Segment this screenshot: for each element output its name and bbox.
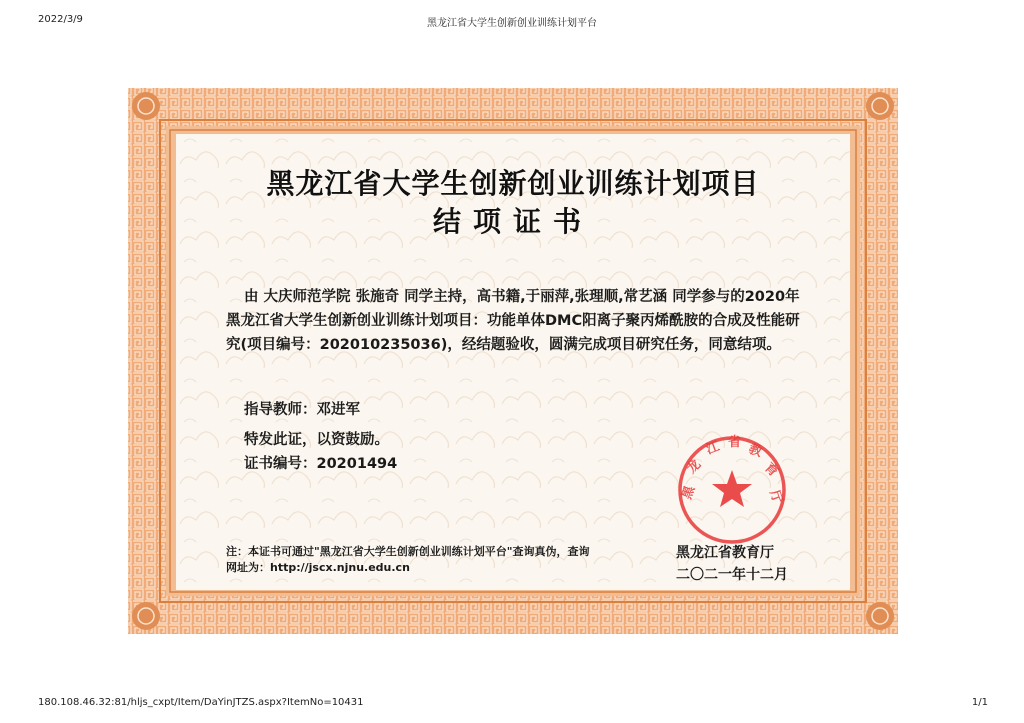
print-page-title: 黑龙江省大学生创新创业训练计划平台 — [427, 18, 597, 29]
note-line-1: 注：本证书可通过"黑龙江省大学生创新创业训练计划平台"查询真伪，查询 — [226, 545, 590, 558]
svg-text:育: 育 — [761, 460, 781, 481]
print-page-count: 1/1 — [971, 697, 988, 708]
svg-text:教: 教 — [746, 441, 764, 461]
encouragement-line: 特发此证，以资鼓励。 — [244, 432, 389, 448]
advisor-line: 指导教师：邓进军 — [244, 402, 360, 418]
svg-text:省: 省 — [728, 435, 742, 450]
note-line-2: 网址为：http://jscx.njnu.edu.cn — [226, 561, 410, 574]
issue-date: 二〇二一年十二月 — [676, 567, 788, 583]
print-url: 180.108.46.32:81/hljs_cxpt/Item/DaYinJTZS.aspx?ItemNo=10431 — [38, 697, 364, 708]
verification-note — [226, 544, 626, 576]
cert-number-line: 证书编号：20201494 — [244, 456, 398, 472]
issuer-name: 黑龙江省教育厅 — [676, 545, 774, 561]
certificate-body: 由 大庆师范学院 张施奇 同学主持，高书籍,于丽萍,张理顺,常艺涵 同学参与的2020年黑龙江省大学生创新创业训练计划项目：功能单体DMC阳离子聚丙烯酰胺的合成及性能研究(项目编号：202010235036)，经结题验收，圆满完成项目研究任务，同意结项。 — [226, 289, 800, 353]
certificate-subtitle: 结项证书 — [432, 205, 593, 238]
svg-text:黑: 黑 — [679, 484, 699, 502]
official-seal-stamp — [666, 428, 800, 546]
certificate-title: 黑龙江省大学生创新创业训练计划项目 — [266, 167, 760, 200]
issuer-block — [676, 542, 788, 586]
svg-text:龙: 龙 — [684, 457, 705, 477]
certificate-paper — [176, 134, 850, 590]
print-footer — [0, 697, 1024, 711]
svg-text:江: 江 — [704, 439, 722, 458]
print-date: 2022/3/9 — [38, 14, 83, 25]
svg-text:厅: 厅 — [766, 488, 785, 506]
